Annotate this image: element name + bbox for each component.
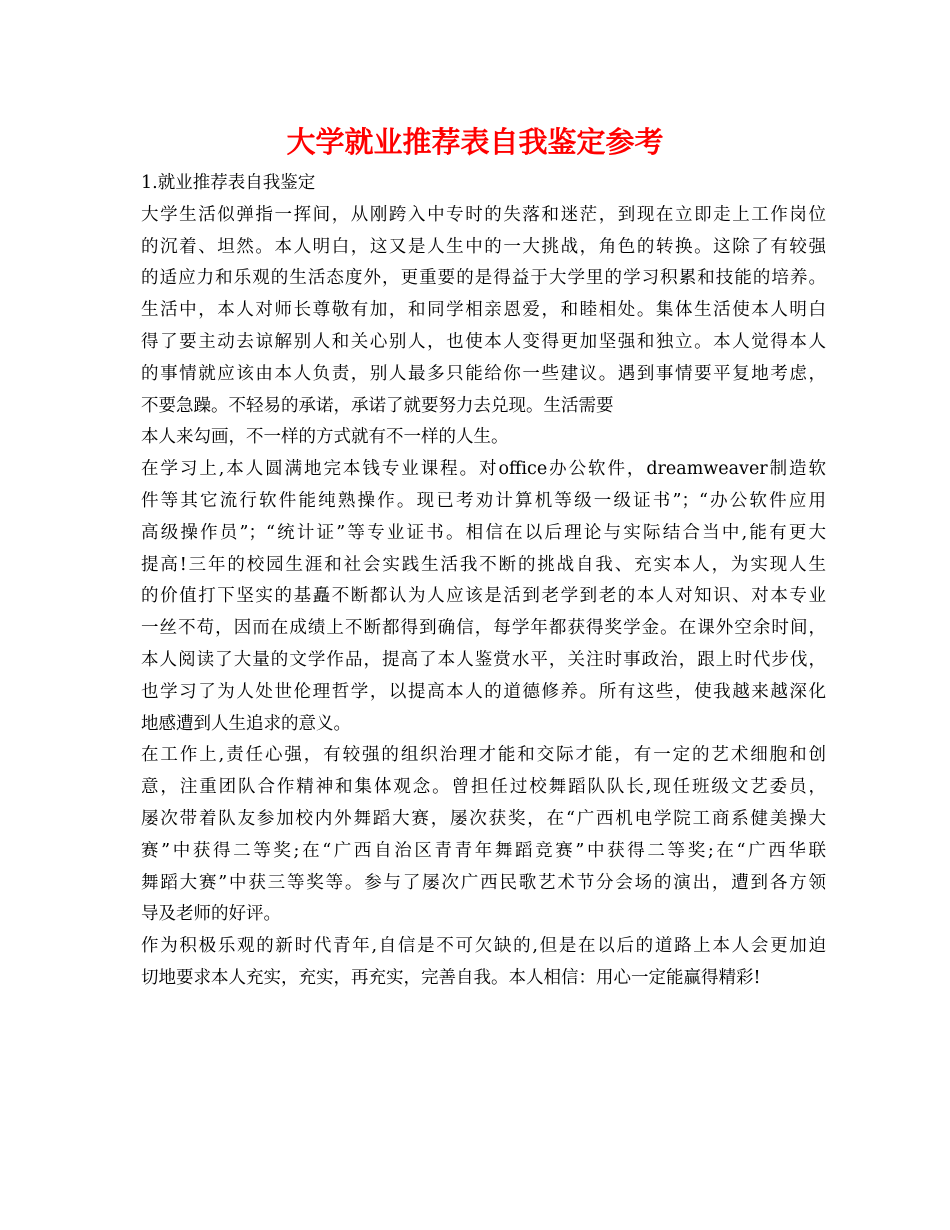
body-line: 一丝不苟，因而在成绩上不断都得到确信，每学年都获得奖学金。在课外空余时间， (141, 618, 826, 639)
body-line: 的事情就应该由本人负责，别人最多只能给你一些建议。遇到事情要平复地考虑， (141, 363, 826, 384)
body-line: 舞蹈大赛”中获三等奖等。参与了屡次广西民歌艺术节分会场的演出，遭到各方领 (141, 872, 826, 893)
body-line: 切地要求本人充实，充实，再充实，完善自我。本人相信：用心一定能赢得精彩! (141, 967, 761, 988)
body-line: 件等其它流行软件能纯熟操作。现已考劝计算机等级一级证书”；“办公软件应用 (141, 490, 826, 511)
body-line: 在学习上,本人圆满地完本钱专业课程。对office办公软件，dreamweaver制造软 (141, 459, 826, 480)
body-line: 导及老师的好评。 (141, 904, 281, 925)
body-line: 赛”中获得二等奖;在“广西自治区青青年舞蹈竞赛”中获得二等奖;在“广西华联 (141, 840, 826, 861)
body-line: 作为积极乐观的新时代青年,自信是不可欠缺的,但是在以后的道路上本人会更加迫 (141, 936, 826, 957)
body-line: 意，注重团队合作精神和集体观念。曾担任过校舞蹈队队长,现任班级文艺委员， (141, 777, 826, 798)
body-line: 1.就业推荐表自我鉴定 (141, 173, 316, 193)
body-line: 的沉着、坦然。本人明白，这又是人生中的一大挑战，角色的转换。这除了有较强 (141, 236, 826, 257)
body-line: 也学习了为人处世伦理哲学，以提高本人的道德修养。所有这些，使我越来越深化 (141, 681, 826, 702)
body-line: 得了要主动去谅解别人和关心别人，也使本人变得更加坚强和独立。本人觉得本人 (141, 331, 826, 352)
body-line: 高级操作员”；“统计证”等专业证书。相信在以后理论与实际结合当中,能有更大 (141, 522, 826, 543)
body-line: 本人阅读了大量的文学作品，提高了本人鉴赏水平，关注时事政治，跟上时代步伐， (141, 649, 826, 670)
body-line: 不要急躁。不轻易的承诺，承诺了就要努力去兑现。生活需要 (141, 395, 614, 416)
body-line: 屡次带着队友参加校内外舞蹈大赛，屡次获奖，在“广西机电学院工商系健美操大 (141, 808, 826, 829)
body-line: 本人来勾画，不一样的方式就有不一样的人生。 (141, 427, 509, 448)
document-title: 大学就业推荐表自我鉴定参考 (286, 125, 664, 159)
body-line: 生活中，本人对师长尊敬有加，和同学相亲恩爱，和睦相处。集体生活使本人明白 (141, 300, 826, 321)
body-line: 的价值打下坚实的基矗不断都认为人应该是活到老学到老的本人对知识、对本专业 (141, 586, 826, 607)
body-line: 的适应力和乐观的生活态度外，更重要的是得益于大学里的学习积累和技能的培养。 (141, 268, 826, 289)
body-line: 提高!三年的校园生涯和社会实践生活我不断的挑战自我、充实本人，为实现人生 (141, 554, 826, 575)
document-body (141, 168, 826, 995)
body-line: 大学生活似弹指一挥间，从刚跨入中专时的失落和迷茫，到现在立即走上工作岗位 (141, 204, 826, 225)
body-line: 在工作上,责任心强，有较强的组织治理才能和交际才能，有一定的艺术细胞和创 (141, 745, 826, 766)
body-line: 地感遭到人生追求的意义。 (141, 713, 351, 734)
